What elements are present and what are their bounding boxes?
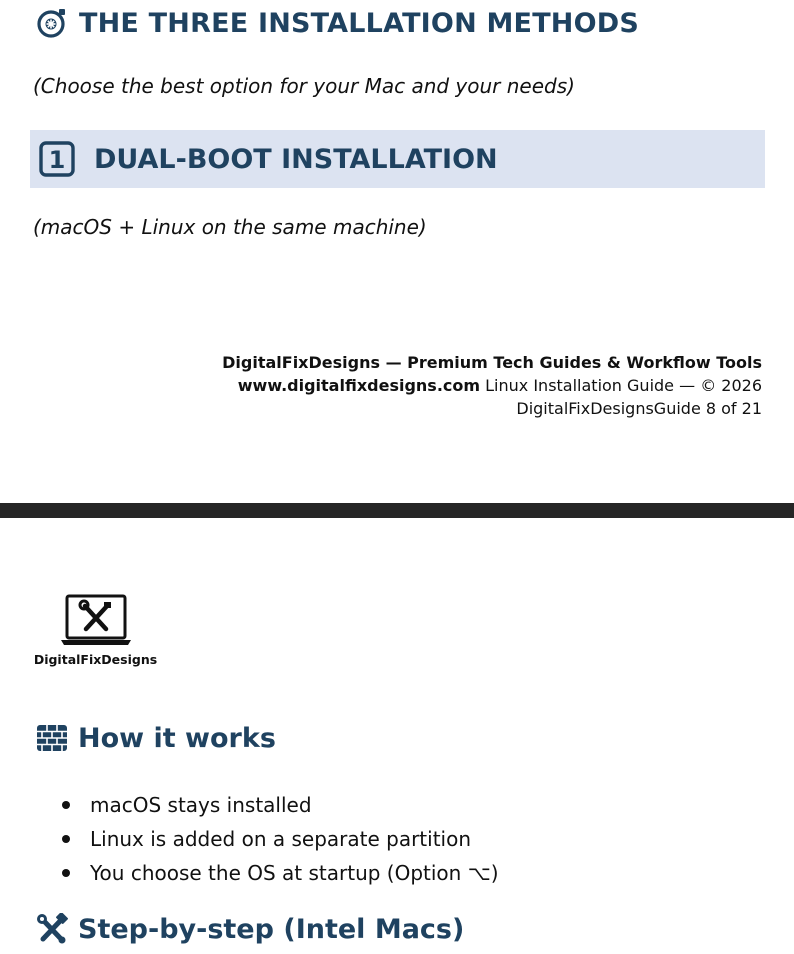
bullet — [62, 835, 70, 843]
footer-website: www.digitalfixdesigns.com — [237, 376, 481, 395]
brick-wall-icon — [36, 722, 68, 754]
step-by-step-title: Step-by-step (Intel Macs) — [78, 913, 465, 945]
page-separator — [0, 503, 794, 518]
step-by-step-heading — [36, 913, 464, 945]
page-footer — [222, 351, 762, 420]
list-item — [60, 788, 499, 822]
list-item-text: Linux is added on a separate partition — [90, 827, 472, 851]
brand-logo — [33, 592, 158, 667]
keycap-number: 1 — [48, 146, 66, 174]
dualboot-title: DUAL-BOOT INSTALLATION — [94, 143, 498, 175]
dualboot-subtitle: (macOS + Linux on the same machine) — [33, 215, 427, 239]
bullet — [62, 869, 70, 877]
list-item-text: macOS stays installed — [90, 793, 312, 817]
how-it-works-list — [60, 788, 499, 890]
hammer-wrench-icon — [36, 913, 68, 945]
laptop-tools-icon — [61, 592, 131, 648]
dualboot-banner — [30, 130, 765, 188]
logo-text: DigitalFixDesigns — [33, 652, 158, 667]
footer-guide-copyright: Linux Installation Guide — © 2026 — [480, 376, 762, 395]
footer-website-line — [222, 374, 762, 397]
list-item — [60, 856, 499, 890]
keycap-one-icon — [39, 141, 75, 177]
list-item — [60, 822, 499, 856]
compass-icon — [36, 7, 68, 39]
bullet — [62, 801, 70, 809]
list-item-text: You choose the OS at startup (Option ⌥) — [90, 861, 499, 885]
page-title: THE THREE INSTALLATION METHODS — [79, 7, 640, 39]
methods-heading — [36, 4, 639, 42]
footer-brand-line: DigitalFixDesigns — Premium Tech Guides & Workflow Tools — [222, 353, 762, 372]
footer-page-number: DigitalFixDesignsGuide 8 of 21 — [516, 399, 762, 418]
how-it-works-heading — [36, 722, 276, 754]
methods-subtitle: (Choose the best option for your Mac and your needs) — [33, 74, 575, 98]
how-it-works-title: How it works — [78, 722, 276, 754]
